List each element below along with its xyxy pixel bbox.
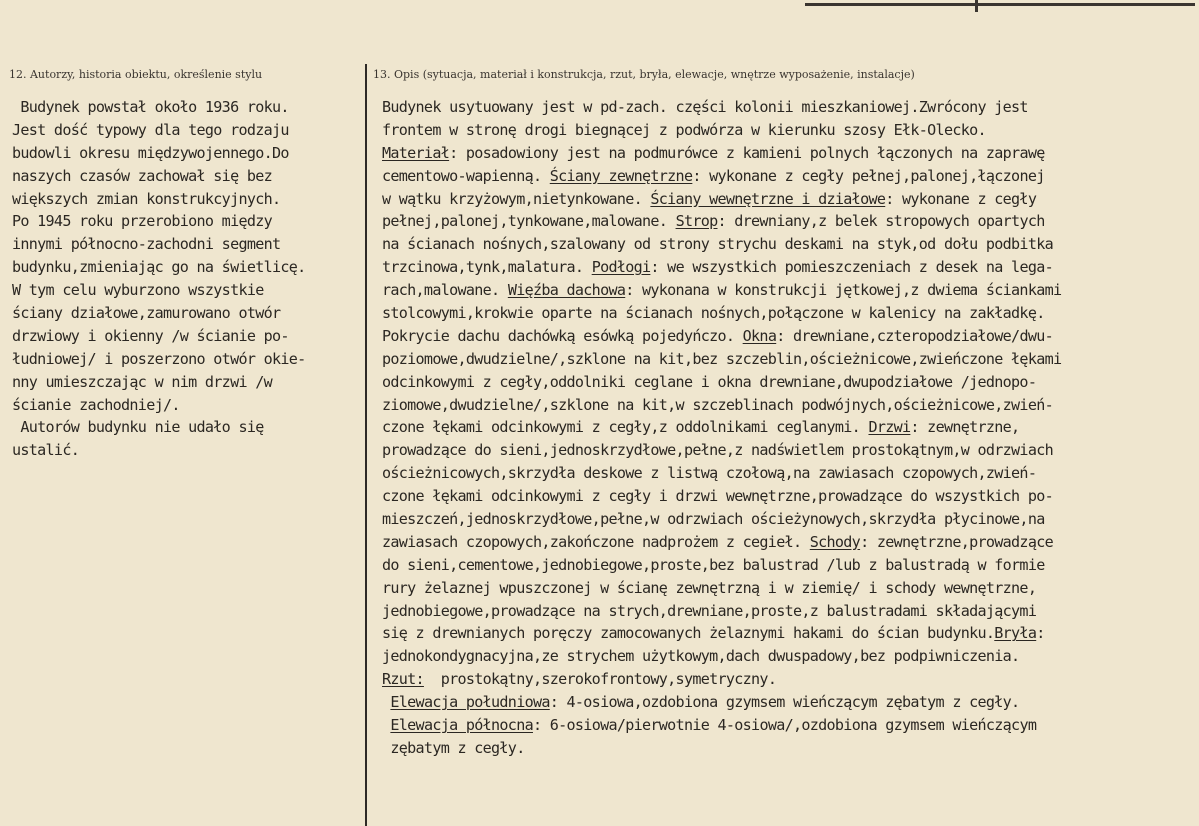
left-text-line: ściany działowe,zamurowano otwór <box>12 304 281 323</box>
right-text-line <box>382 96 1194 119</box>
text-segment: : wykonane z cegły pełnej,palonej,łączonej <box>692 166 1045 185</box>
text-segment: na ścianach nośnych,szalowany od strony strychu deskami na styk,od dołu podbitka <box>382 235 1053 254</box>
text-segment: : zewnętrzne,prowadzące <box>860 532 1053 551</box>
underlined-heading: Schody <box>809 532 861 551</box>
column-divider <box>365 64 367 826</box>
left-text-line: Po 1945 roku przerobiono między <box>12 212 273 231</box>
text-segment: jednobiegowe,prowadzące na strych,drewniane,proste,z balustradami składającymi <box>382 601 1037 620</box>
right-text-line <box>382 256 1194 279</box>
right-text-line <box>382 508 1194 531</box>
left-text-line: drzwiowy i okienny /w ścianie po- <box>12 326 289 345</box>
text-segment: : 4-osiowa,ozdobiona gzymsem wieńczącym zębatym z cegły. <box>549 693 1020 712</box>
text-segment: rury żelaznej wpuszczonej w ścianę zewnętrzną i w ziemię/ i schody wewnętrzne, <box>382 578 1037 597</box>
right-text-line <box>382 119 1194 142</box>
underlined-heading: Rzut: <box>382 670 424 689</box>
text-segment: ziomowe,dwudzielne/,szklone na kit,w szczeblinach podwójnych,ościeżnicowe,zwień- <box>382 395 1053 414</box>
left-text-line: nny umieszczając w nim drzwi /w <box>12 372 273 391</box>
text-segment: : posadowiony jest na podmurówce z kamieni polnych łączonych na zaprawę <box>449 143 1045 162</box>
right-text-line <box>382 577 1194 600</box>
right-text-line <box>382 600 1194 623</box>
underlined-heading: Więźba dachowa <box>507 281 626 300</box>
left-text-line: naszych czasów zachował się bez <box>12 166 273 185</box>
text-segment: czone łękami odcinkowymi z cegły,z oddolnikami ceglanymi. <box>382 418 869 437</box>
text-segment: pełnej,palonej,tynkowane,malowane. <box>382 212 676 231</box>
text-segment: jednokondygnacyjna,ze strychem użytkowym,dach dwuspadowy,bez podpiwniczenia. <box>382 647 1020 666</box>
underlined-heading: Drzwi <box>868 418 911 437</box>
section-13-header: 13. Opis (sytuacja, materiał i konstrukcja, rzut, bryła, elewacje, wnętrze wyposażenie, instalacje) <box>373 68 915 81</box>
text-segment: się z drewnianych poręczy zamocowanych żelaznymi hakami do ścian budynku. <box>382 624 995 643</box>
text-segment: cementowo-wapienną. <box>382 166 550 185</box>
right-text-line <box>382 554 1194 577</box>
left-text-line: budynku,zmieniając go na świetlicę. <box>12 258 306 277</box>
left-text-line: budowli okresu międzywojennego.Do <box>12 143 289 162</box>
right-text-line <box>382 371 1194 394</box>
text-segment: prostokątny,szerokofrontowy,symetryczny. <box>423 670 777 689</box>
right-text-line <box>382 645 1194 668</box>
right-text-line <box>382 394 1194 417</box>
text-segment: poziomowe,dwudzielne/,szklone na kit,bez szczeblin,ościeżnicowe,zwieńczone łękami <box>382 349 1062 368</box>
left-text-line: większych zmian konstrukcyjnych. <box>12 189 281 208</box>
authors-history-text <box>12 96 352 462</box>
right-text-line <box>382 325 1194 348</box>
right-text-line <box>382 485 1194 508</box>
right-text-line <box>382 188 1194 211</box>
right-text-line <box>382 714 1194 737</box>
text-segment: do sieni,cementowe,jednobiegowe,proste,bez balustrad /lub z balustradą w formie <box>382 555 1045 574</box>
right-text-line <box>382 622 1194 645</box>
text-segment: mieszczeń,jednoskrzydłowe,pełne,w odrzwiach ościeżynowych,skrzydła płycinowe,na <box>382 510 1045 529</box>
text-segment: Budynek usytuowany jest w pd-zach. części kolonii mieszkaniowej.Zwrócony jest <box>382 98 1028 116</box>
left-text-line: ścianie zachodniej/. <box>12 395 180 414</box>
right-text-line <box>382 279 1194 302</box>
right-text-line <box>382 210 1194 233</box>
left-text-line: W tym celu wyburzono wszystkie <box>12 281 264 300</box>
text-segment: frontem w stronę drogi biegnącej z podwórza w kierunku szosy Ełk-Olecko. <box>382 120 986 139</box>
text-segment: : <box>1036 624 1045 643</box>
underlined-heading: Elewacja południowa <box>390 693 550 712</box>
right-text-line <box>382 531 1194 554</box>
left-text-line: Jest dość typowy dla tego rodzaju <box>12 120 289 139</box>
right-text-line <box>382 233 1194 256</box>
right-text-line <box>382 737 1194 760</box>
right-text-line <box>382 416 1194 439</box>
text-segment: : wykonana w konstrukcji jętkowej,z dwiema ściankami <box>625 281 1062 300</box>
left-text-line: Budynek powstał około 1936 roku. <box>12 98 289 116</box>
text-segment: zębatym z cegły. <box>382 738 525 757</box>
right-text-line <box>382 462 1194 485</box>
left-text-line: innymi północno-zachodni segment <box>12 235 281 254</box>
underlined-heading: Ściany wewnętrzne i działowe <box>650 189 886 208</box>
right-text-line <box>382 691 1194 714</box>
right-text-line <box>382 668 1194 691</box>
text-segment: : wykonane z cegły <box>885 189 1037 208</box>
text-segment: : drewniane,czteropodziałowe/dwu- <box>776 326 1053 345</box>
right-text-line <box>382 439 1194 462</box>
underlined-heading: Podłogi <box>591 258 651 277</box>
text-segment: : zewnętrzne, <box>910 418 1020 437</box>
left-text-line: ustalić. <box>12 441 80 460</box>
right-text-line <box>382 142 1194 165</box>
right-text-line <box>382 302 1194 325</box>
underlined-heading: Ściany zewnętrzne <box>549 166 693 185</box>
text-segment: prowadzące do sieni,jednoskrzydłowe,pełne,z nadświetlem prostokątnym,w odrzwiach <box>382 441 1053 460</box>
left-text-line: łudniowej/ i poszerzono otwór okie- <box>12 349 306 368</box>
underlined-heading: Okna <box>742 326 777 345</box>
top-border-line <box>805 3 1195 6</box>
underlined-heading: Bryła <box>994 624 1037 643</box>
right-text-line <box>382 348 1194 371</box>
text-segment: zawiasach czopowych,zakończone nadprożem z cegieł. <box>382 532 810 551</box>
left-text-line: Autorów budynku nie udało się <box>12 418 264 437</box>
underlined-heading: Materiał <box>382 143 450 162</box>
right-text-line <box>382 165 1194 188</box>
description-text <box>382 96 1194 760</box>
text-segment: : 6-osiowa/pierwotnie 4-osiowa/,ozdobiona gzymsem wieńczącym <box>532 716 1037 735</box>
text-segment: : drewniany,z belek stropowych opartych <box>717 212 1045 231</box>
text-segment: odcinkowymi z cegły,oddolniki ceglane i okna drewniane,dwupodziałowe /jednopo- <box>382 372 1037 391</box>
underlined-heading: Strop <box>675 212 718 231</box>
text-segment: ościeżnicowych,skrzydła deskowe z listwą czołową,na zawiasach czopowych,zwień- <box>382 464 1037 483</box>
text-segment: Pokrycie dachu dachówką esówką pojedyńczo. <box>382 326 743 345</box>
top-border-tick <box>975 0 978 12</box>
section-12-header: 12. Autorzy, historia obiektu, określenie stylu <box>9 68 263 81</box>
text-segment: stolcowymi,krokwie oparte na ścianach nośnych,połączone w kalenicy na zakładkę. <box>382 304 1045 323</box>
underlined-heading: Elewacja północna <box>390 716 533 735</box>
text-segment: : we wszystkich pomieszczeniach z desek na lega- <box>650 258 1053 277</box>
text-segment: w wątku krzyżowym,nietynkowane. <box>382 189 651 208</box>
text-segment: rach,malowane. <box>382 281 508 300</box>
text-segment: trzcinowa,tynk,malatura. <box>382 258 592 277</box>
text-segment: czone łękami odcinkowymi z cegły i drzwi wewnętrzne,prowadzące do wszystkich po- <box>382 487 1053 506</box>
